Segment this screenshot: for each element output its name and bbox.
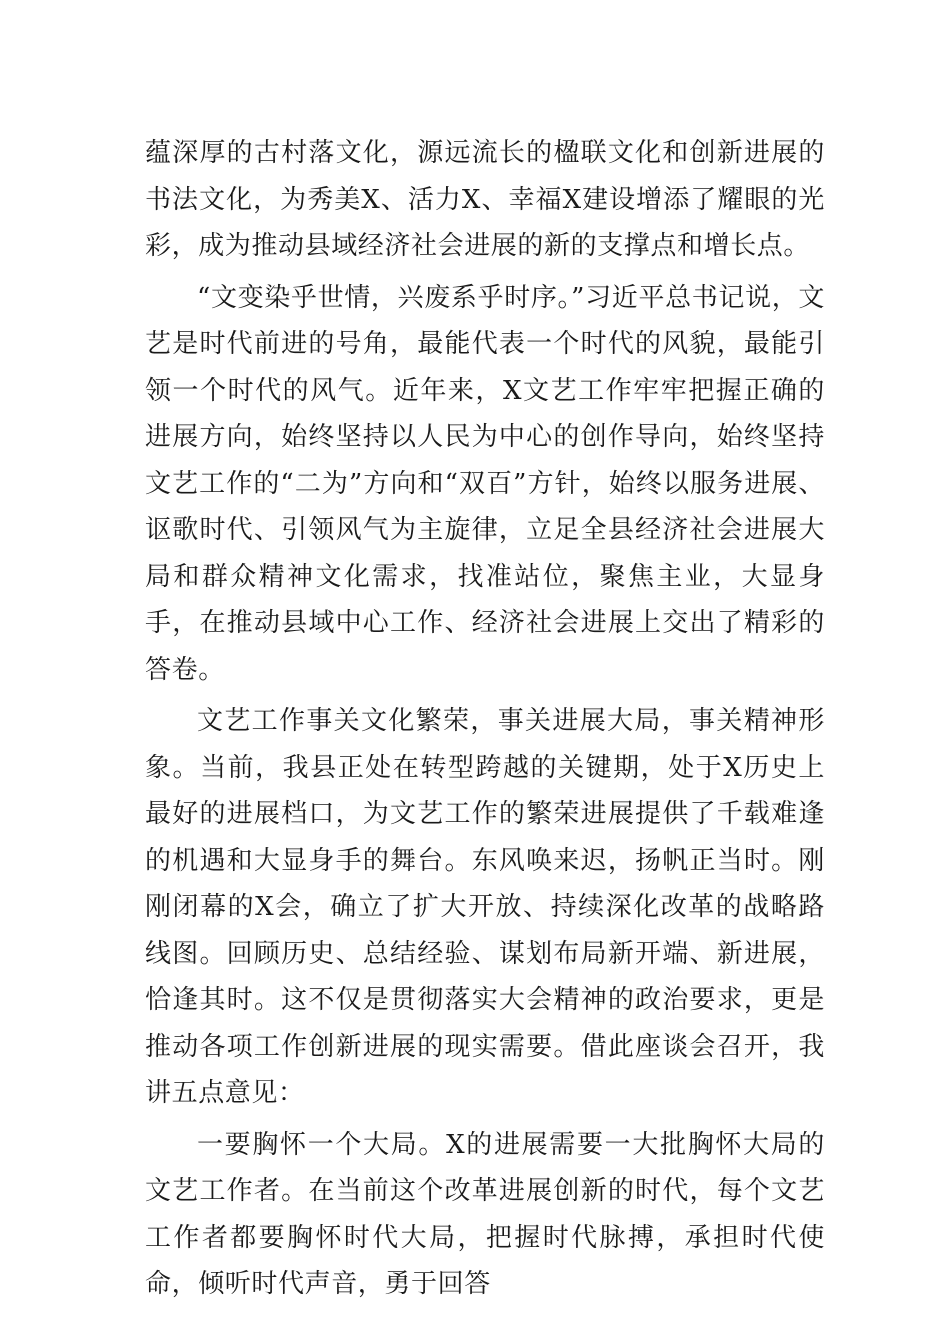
paragraph-1: 蕴深厚的古村落文化，源远流长的楹联文化和创新进展的书法文化，为秀美X、活力X、幸福X建设增添了耀眼的光彩，成为推动县域经济社会进展的新的支撑点和增长点。 (145, 138, 825, 261)
paragraph-2: “文变染乎世情，兴废系乎时序。”习近平总书记说，文艺是时代前进的号角，最能代表一个时代的风貌，最能引领一个时代的风气。近年来，X文艺工作牢牢把握正确的进展方向，始终坚持以人民为中心的创作导向，始终坚持文艺工作的“二为”方向和“双百”方针，始终以服务进展、讴歌时代、引领风气为主旋律，立足全县经济社会进展大局和群众精神文化需求，找准站位，聚焦主业，大显身手，在推动县域中心工作、经济社会进展上交出了精彩的答卷。 (145, 282, 825, 685)
paragraph-4: 一要胸怀一个大局。X的进展需要一大批胸怀大局的文艺工作者。在当前这个改革进展创新的时代，每个文艺工作者都要胸怀时代大局，把握时代脉搏，承担时代使命，倾听时代声音，勇于回答 (145, 1129, 825, 1299)
paragraph-3: 文艺工作事关文化繁荣，事关进展大局，事关精神形象。当前，我县正处在转型跨越的关键期，处于X历史上最好的进展档口，为文艺工作的繁荣进展提供了千载难逢的机遇和大显身手的舞台。东风唤来迟，扬帆正当时。刚刚闭幕的X会，确立了扩大开放、持续深化改革的战略路线图。回顾历史、总结经验、谋划布局新开端、新进展，恰逢其时。这不仅是贯彻落实大会精神的政治要求，更是推动各项工作创新进展的现实需要。借此座谈会召开，我讲五点意见： (145, 706, 825, 1108)
document-body (145, 130, 825, 1313)
